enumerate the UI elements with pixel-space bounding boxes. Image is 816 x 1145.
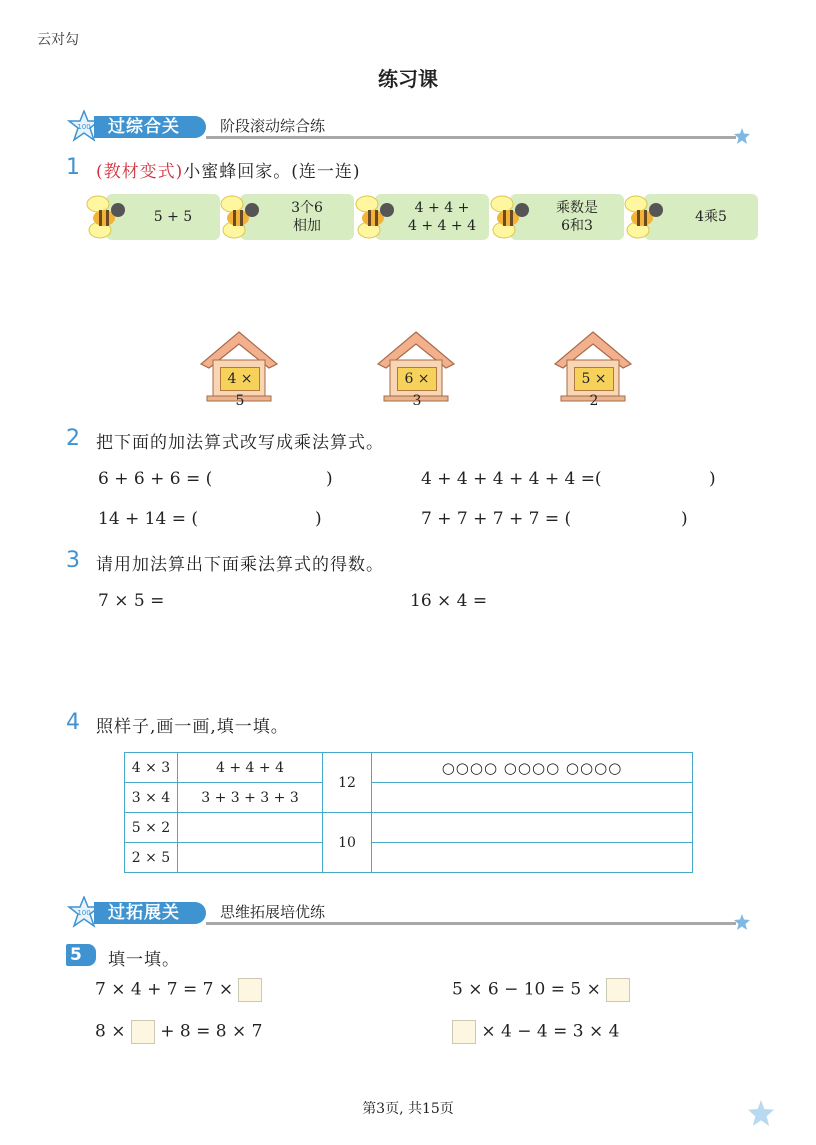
q2-answer-blank[interactable] <box>564 510 676 532</box>
q5-row <box>95 1020 262 1044</box>
practice-table <box>124 752 693 873</box>
house[interactable] <box>376 330 456 409</box>
answer-box[interactable] <box>452 1020 476 1044</box>
house-label: 6 × 3 <box>397 367 437 391</box>
brand-label: 云对勾 <box>37 32 79 48</box>
question-1-text <box>96 157 361 182</box>
section-banner-2 <box>66 896 750 930</box>
section-divider <box>206 922 736 925</box>
star-icon <box>734 914 750 930</box>
draw-cell[interactable] <box>372 813 693 843</box>
mult-cell: 2 × 5 <box>125 843 178 873</box>
draw-cell[interactable] <box>372 843 693 873</box>
bee-text-line1: 4 + 4 + <box>414 200 470 216</box>
result-cell: 10 <box>323 813 372 873</box>
result-cell: 12 <box>323 753 372 813</box>
bee-card[interactable] <box>486 190 636 244</box>
star-icon <box>734 128 750 144</box>
bee-icon <box>216 190 266 244</box>
q5-row <box>452 978 630 1002</box>
section-subtitle: 思维拓展培优练 <box>220 903 326 921</box>
add-cell[interactable] <box>178 813 323 843</box>
q5-expr: 7 × 4 + 7 = 7 × <box>95 979 234 1000</box>
q5-expr: + 8 = 8 × 7 <box>160 1021 263 1042</box>
question-1-prompt: 小蜜蜂回家。(连一连) <box>183 162 361 182</box>
q2-expr: 4 + 4 + 4 + 4 + 4 =( <box>421 469 602 489</box>
q2-answer-blank[interactable] <box>196 510 310 532</box>
bee-icon <box>486 190 536 244</box>
q2-expr: 7 + 7 + 7 + 7 = ( <box>421 509 572 529</box>
question-1-tag: (教材变式) <box>96 162 184 182</box>
mult-cell: 5 × 2 <box>125 813 178 843</box>
table-row <box>125 813 693 843</box>
house[interactable] <box>199 330 279 409</box>
bee-card[interactable] <box>620 190 770 244</box>
q2-expr: 6 + 6 + 6 = ( <box>98 469 213 489</box>
q5-row <box>452 1020 619 1044</box>
draw-cell[interactable] <box>372 783 693 813</box>
question-4-text: 照样子,画一画,填一填。 <box>96 717 289 737</box>
bee-text-line1: 乘数是 <box>556 200 598 216</box>
question-number-1: 1 <box>66 155 80 180</box>
q3-expr: 7 × 5 = <box>98 591 165 611</box>
q3-expr: 16 × 4 = <box>410 591 488 611</box>
question-2-text: 把下面的加法算式改写成乘法算式。 <box>96 433 384 453</box>
bee-card[interactable] <box>216 190 366 244</box>
bee-card[interactable] <box>351 190 501 244</box>
page-number: 第3页, 共15页 <box>362 1101 454 1117</box>
add-cell: 4 + 4 + 4 <box>178 753 323 783</box>
q5-expr: 5 × 6 − 10 = 5 × <box>452 979 601 1000</box>
bee-icon <box>351 190 401 244</box>
question-3-text: 请用加法算出下面乘法算式的得数。 <box>96 555 384 575</box>
question-number-4: 4 <box>66 710 80 735</box>
table-row <box>125 753 693 783</box>
bee-icon <box>82 190 132 244</box>
q2-paren-close: ) <box>681 509 688 529</box>
house[interactable] <box>553 330 633 409</box>
bee-icon <box>620 190 670 244</box>
q2-paren-close: ) <box>315 509 322 529</box>
answer-box[interactable] <box>131 1020 155 1044</box>
q2-answer-blank[interactable] <box>205 470 323 492</box>
q5-expr: × 4 − 4 = 3 × 4 <box>481 1021 620 1042</box>
section-title: 过综合关 <box>94 116 206 138</box>
section-title: 过拓展关 <box>94 902 206 924</box>
question-number-2: 2 <box>66 426 80 451</box>
bee-text-line1: 4乘5 <box>695 209 727 225</box>
question-5-text: 填一填。 <box>108 950 180 970</box>
table-row <box>125 783 693 813</box>
bee-text-line2: 4 + 4 + 4 <box>408 218 476 234</box>
question-number-3: 3 <box>66 548 80 573</box>
q5-row <box>95 978 262 1002</box>
draw-cell: ○○○○ ○○○○ ○○○○ <box>372 753 693 783</box>
add-cell[interactable] <box>178 843 323 873</box>
q2-paren-close: ) <box>326 469 333 489</box>
bee-text-line1: 3个6 <box>291 200 323 216</box>
table-row <box>125 843 693 873</box>
q2-answer-blank[interactable] <box>592 470 704 492</box>
question-number-5: 5 <box>66 944 96 966</box>
bee-text-line2: 相加 <box>292 218 321 234</box>
svg-text:100: 100 <box>77 909 91 917</box>
star-icon <box>748 1100 774 1126</box>
page-title: 练习课 <box>378 67 438 91</box>
house-label: 4 × 5 <box>220 367 260 391</box>
house-label: 5 × 2 <box>574 367 614 391</box>
mult-cell: 4 × 3 <box>125 753 178 783</box>
svg-text:100: 100 <box>77 123 91 131</box>
q5-expr: 8 × <box>95 1021 126 1042</box>
section-subtitle: 阶段滚动综合练 <box>220 117 326 135</box>
mult-cell: 3 × 4 <box>125 783 178 813</box>
answer-box[interactable] <box>606 978 630 1002</box>
bee-text-line2: 6和3 <box>561 218 593 234</box>
bee-card[interactable] <box>82 190 232 244</box>
section-divider <box>206 136 736 139</box>
q2-expr: 14 + 14 = ( <box>98 509 198 529</box>
answer-box[interactable] <box>238 978 262 1002</box>
bee-text-line1: 5 + 5 <box>153 209 193 225</box>
q2-paren-close: ) <box>709 469 716 489</box>
add-cell: 3 + 3 + 3 + 3 <box>178 783 323 813</box>
section-banner-1 <box>66 110 750 144</box>
